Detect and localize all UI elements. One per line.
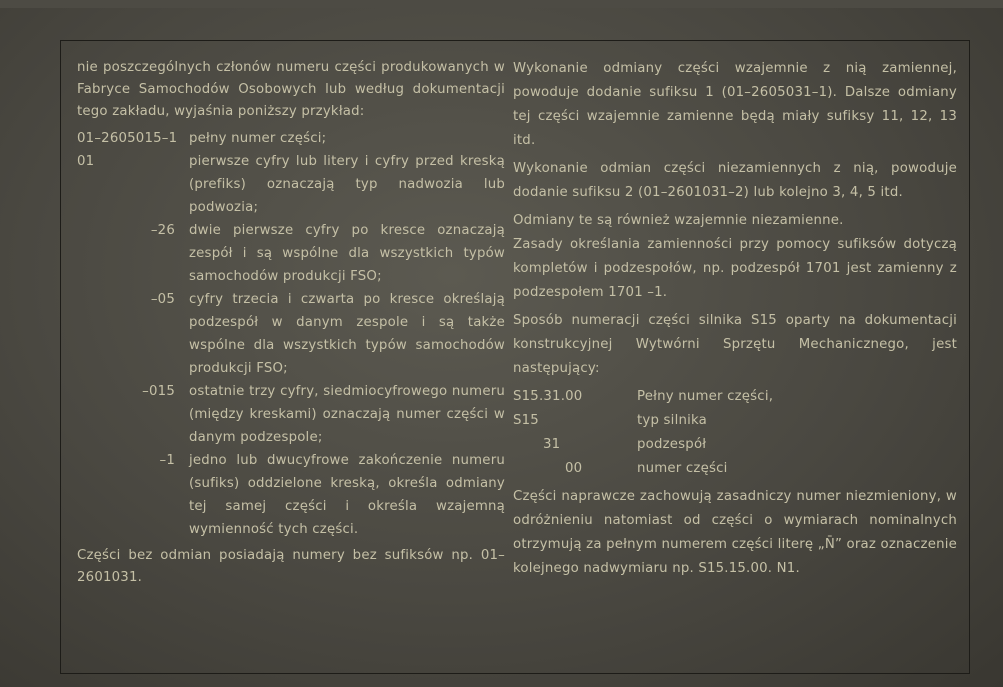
example-code: 00	[565, 461, 583, 476]
entry-description: dwie pierwsze cyfry po kresce oznaczają zespół i są wspólne dla wszystkich typów samochodów produkcji FSO;	[189, 223, 505, 284]
paragraph-engine-numbering: Sposób numeracji części silnika S15 oparty na dokumentacji konstrukcyjnej Wytwórni Sprzętu Mechanicznego, jest następujący:	[513, 313, 957, 376]
example-description: Pełny numer części,	[637, 389, 774, 404]
entry-description: pierwsze cyfry lub litery i cyfry przed kreską (prefiks) oznaczają typ nadwozia lub podwozia;	[189, 154, 505, 215]
numbering-entry	[77, 150, 505, 219]
closing-paragraph: Części bez odmian posiadają numery bez sufiksów np. 01–2601031.	[77, 548, 505, 585]
example-code: S15.31.00	[513, 389, 583, 404]
paragraph-interchangeability-rules: Zasady określania zamienności przy pomocy sufiksów dotyczą kompletów i podzespołów, np. podzespół 1701 jest zamienny z podzespołem 1701 –1.	[513, 237, 957, 300]
entry-description: jedno lub dwucyfrowe zakończenie numeru (sufiks) oddzielone kreską, określa odmiany tej samej części i określa wzajemną wymienność tych części.	[189, 453, 505, 537]
right-column	[513, 57, 957, 581]
example-description: numer części	[637, 461, 728, 476]
page-top-edge	[0, 0, 1003, 8]
numbering-entry	[77, 219, 505, 288]
left-column	[77, 57, 505, 589]
paragraph-suffix-interchangeable: Wykonanie odmiany części wzajemnie z nią zamiennej, powoduje dodanie sufiksu 1 (01–2605031–1). Dalsze odmiany tej części wzajemnie zamienne będą miały sufiksy 11, 12, 13 itd.	[513, 61, 957, 148]
page-frame	[60, 40, 970, 674]
example-row	[513, 457, 957, 481]
numbering-entry	[77, 380, 505, 449]
entry-code: 01–2605015–1	[77, 131, 178, 146]
example-code: S15	[513, 413, 539, 428]
paragraph-variants-note: Odmiany te są również wzajemnie niezamienne.	[513, 213, 844, 228]
entry-description: pełny numer części;	[189, 131, 327, 146]
entry-code: 01	[77, 154, 95, 169]
entry-code: –05	[150, 292, 175, 307]
paragraph-suffix-non-interchangeable: Wykonanie odmian części niezamiennych z nią, powoduje dodanie sufiksu 2 (01–2601031–2) lub kolejno 3, 4, 5 itd.	[513, 161, 957, 200]
entry-code: –1	[159, 453, 175, 468]
entry-description: cyfry trzecia i czwarta po kresce określają podzespół w danym zespole i są także wspólne dla wszystkich typów samochodów produkcji FSO;	[189, 292, 505, 376]
numbering-entry	[77, 449, 505, 541]
entry-code: –26	[150, 223, 175, 238]
paragraph-repair-parts: Części naprawcze zachowują zasadniczy numer niezmieniony, w odróżnieniu natomiast od części o wymiarach nominalnych otrzymują za pełnym numerem części literę „N̄” oraz oznaczenie kolejnego nadwymiaru np. S15.15.00. N1.	[513, 489, 957, 576]
example-row	[513, 433, 957, 457]
example-description: typ silnika	[637, 413, 708, 428]
example-row	[513, 385, 957, 409]
entry-description: ostatnie trzy cyfry, siedmiocyfrowego numeru (między kreskami) oznaczają numer części w danym podzespole;	[189, 384, 505, 445]
entry-code: –015	[142, 384, 175, 399]
intro-paragraph: nie poszczególnych członów numeru części produkowanych w Fabryce Samochodów Osobowych lub według dokumentacji tego zakładu, wyjaśnia poniższy przykład:	[77, 60, 505, 119]
example-description: podzespół	[637, 437, 707, 452]
example-row	[513, 409, 957, 433]
example-code: 31	[543, 437, 561, 452]
numbering-entry	[77, 288, 505, 380]
numbering-entry	[77, 127, 505, 150]
